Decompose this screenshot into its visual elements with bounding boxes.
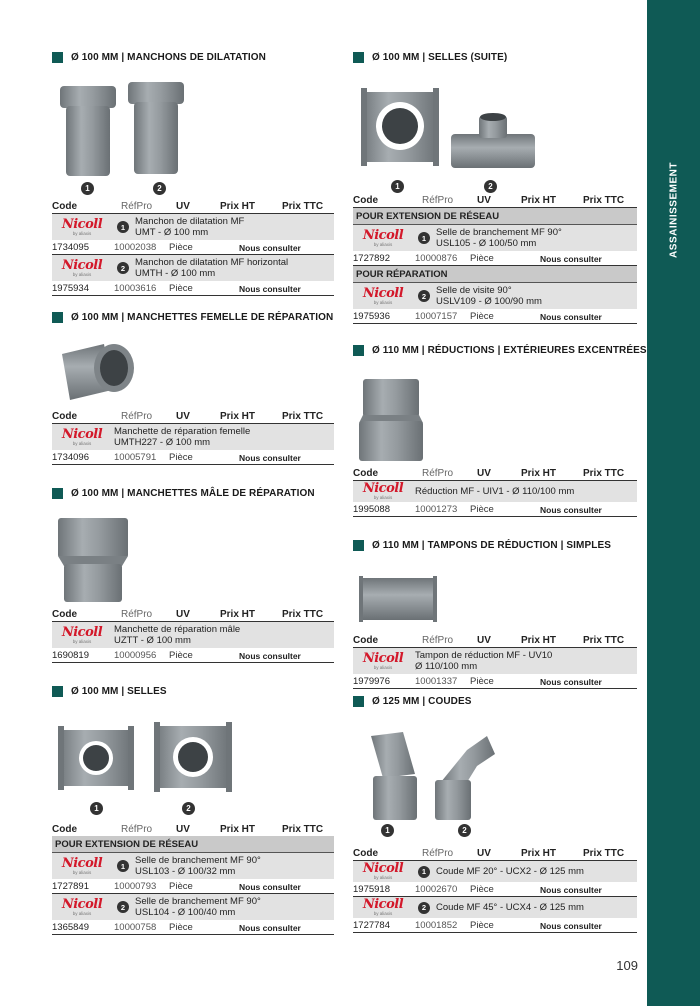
product-description: Coude MF 45° - UCX4 - Ø 125 mm: [436, 902, 584, 913]
nicoll-logo: Nicoll by aliaxis: [61, 624, 103, 644]
table-row: 1734095 10002038 Pièce Nous consulter: [52, 241, 334, 255]
number-badge: 1: [391, 180, 404, 193]
number-badge: 1: [81, 182, 94, 195]
table-header: Code RéfPro UV Prix HT Prix TTC: [353, 634, 637, 648]
manchette-femelle-image: [56, 340, 138, 406]
table-row: 1727784 10001852 Pièce Nous consulter: [353, 919, 637, 933]
section-square-icon: [52, 312, 63, 323]
side-label: ASSAINISSEMENT: [668, 162, 680, 258]
table-row: 1727892 10000876 Pièce Nous consulter: [353, 252, 637, 266]
nicoll-logo: Nicoll by aliaxis: [61, 896, 103, 916]
nicoll-logo: Nicoll by aliaxis: [362, 650, 404, 670]
number-badge: 2: [117, 262, 129, 274]
section-square-icon: [52, 686, 63, 697]
table-row: 1365849 10000758 Pièce Nous consulter: [52, 921, 334, 935]
number-badge: 2: [182, 802, 195, 815]
nicoll-logo: Nicoll by aliaxis: [61, 216, 103, 236]
product-description: Selle de branchement MF 90° USL105 - Ø 100/50 mm: [436, 227, 562, 249]
section-title: Ø 100 MM | SELLES (SUITE): [353, 50, 637, 64]
nicoll-logo: Nicoll by aliaxis: [362, 481, 404, 500]
table-row: 1734096 10005791 Pièce Nous consulter: [52, 451, 334, 465]
nicoll-logo: Nicoll by aliaxis: [61, 257, 103, 277]
product-description: Selle de visite 90° USLV109 - Ø 100/90 mm: [436, 285, 542, 307]
nicoll-logo: Nicoll by aliaxis: [362, 285, 404, 305]
product-description: Selle de branchement MF 90° USL104 - Ø 100/40 mm: [135, 896, 261, 918]
number-badge: 2: [458, 824, 471, 837]
product-description: Tampon de réduction MF - UV10 Ø 110/100 mm: [415, 650, 553, 672]
section-title: Ø 100 MM | MANCHETTES FEMELLE DE RÉPARATION: [52, 310, 334, 324]
section-title: Ø 100 MM | MANCHONS DE DILATATION: [52, 50, 334, 64]
selle-suite-image: [359, 88, 539, 170]
product-images: [353, 357, 637, 465]
product-images: [52, 500, 334, 608]
product-row: [353, 283, 637, 310]
number-badge: 1: [381, 824, 394, 837]
table-header: Code RéfPro UV Prix HT Prix TTC: [353, 194, 637, 208]
product-row: [353, 225, 637, 252]
number-badge: 1: [418, 232, 430, 244]
selle-image: [56, 722, 236, 794]
table-row: 1690819 10000956 Pièce Nous consulter: [52, 649, 334, 663]
table-header: Code RéfPro UV Prix HT Prix TTC: [52, 410, 334, 424]
nicoll-logo: Nicoll by aliaxis: [362, 861, 404, 880]
section-manchettes-femelle: [52, 310, 334, 465]
section-selles-suite: [353, 50, 637, 324]
section-title: Ø 125 MM | COUDES: [353, 694, 637, 708]
side-band: [647, 0, 700, 1006]
table-header: Code RéfPro UV Prix HT Prix TTC: [353, 467, 637, 481]
product-description: Manchon de dilatation MF horizontal UMTH - Ø 100 mm: [135, 257, 289, 279]
product-description: Coude MF 20° - UCX2 - Ø 125 mm: [436, 866, 584, 877]
table-header: Code RéfPro UV Prix HT Prix TTC: [353, 847, 637, 861]
product-row: [52, 853, 334, 880]
product-row: [353, 481, 637, 503]
number-badge: 2: [418, 902, 430, 914]
product-description: Manchon de dilatation MF UMT - Ø 100 mm: [135, 216, 245, 238]
product-row: [52, 894, 334, 921]
product-images: [353, 552, 637, 632]
product-images: [52, 324, 334, 410]
section-manchettes-male: [52, 486, 334, 663]
product-description: Réduction MF - UIV1 - Ø 110/100 mm: [415, 486, 575, 497]
reduction-image: [357, 377, 427, 463]
coude-image: [357, 730, 497, 822]
section-title: Ø 100 MM | SELLES: [52, 684, 334, 698]
section-square-icon: [353, 540, 364, 551]
section-square-icon: [353, 696, 364, 707]
table-row: 1727891 10000793 Pièce Nous consulter: [52, 880, 334, 894]
number-badge: 2: [484, 180, 497, 193]
product-row: [52, 214, 334, 241]
product-row: [52, 424, 334, 451]
section-square-icon: [353, 345, 364, 356]
product-description: Manchette de réparation femelle UMTH227 - Ø 100 mm: [114, 426, 251, 448]
category-band: POUR EXTENSION DE RÉSEAU: [52, 836, 334, 853]
category-band: POUR RÉPARATION: [353, 266, 637, 283]
product-images: [52, 64, 334, 200]
number-badge: 1: [117, 221, 129, 233]
category-band: POUR EXTENSION DE RÉSEAU: [353, 208, 637, 225]
nicoll-logo: Nicoll by aliaxis: [362, 227, 404, 247]
section-square-icon: [52, 52, 63, 63]
number-badge: 1: [418, 866, 430, 878]
page-number: 109: [616, 958, 638, 973]
tampon-image: [357, 574, 441, 624]
product-images: [52, 698, 334, 822]
product-images: [353, 64, 637, 191]
table-row: 1995088 10001273 Pièce Nous consulter: [353, 503, 637, 517]
section-tampons: [353, 538, 637, 689]
number-badge: 1: [117, 860, 129, 872]
product-description: Selle de branchement MF 90° USL103 - Ø 100/32 mm: [135, 855, 261, 877]
product-row: [353, 897, 637, 919]
product-row: [52, 622, 334, 649]
table-row: 1975936 10007157 Pièce Nous consulter: [353, 310, 637, 324]
product-row: [353, 861, 637, 883]
number-badge: 2: [117, 901, 129, 913]
product-row: [52, 255, 334, 282]
product-images: [353, 708, 637, 846]
section-square-icon: [52, 488, 63, 499]
table-header: Code RéfPro UV Prix HT Prix TTC: [52, 608, 334, 622]
nicoll-logo: Nicoll by aliaxis: [61, 426, 103, 446]
table-header: Code RéfPro UV Prix HT Prix TTC: [52, 200, 334, 214]
product-description: Manchette de réparation mâle UZTT - Ø 100 mm: [114, 624, 241, 646]
section-coudes: [353, 694, 637, 933]
section-title: Ø 110 MM | TAMPONS DE RÉDUCTION | SIMPLES: [353, 538, 637, 552]
table-row: 1975918 10002670 Pièce Nous consulter: [353, 883, 637, 897]
table-row: 1979976 10001337 Pièce Nous consulter: [353, 675, 637, 689]
section-reductions: [353, 343, 647, 517]
nicoll-logo: Nicoll by aliaxis: [61, 855, 103, 875]
section-square-icon: [353, 52, 364, 63]
section-selles: [52, 684, 334, 935]
section-title: Ø 110 MM | RÉDUCTIONS | EXTÉRIEURES EXCENTRÉES: [353, 343, 637, 357]
table-header: Code RéfPro UV Prix HT Prix TTC: [52, 823, 324, 835]
nicoll-logo: Nicoll by aliaxis: [362, 897, 404, 916]
table-row: 1975934 10003616 Pièce Nous consulter: [52, 282, 334, 296]
number-badge: 2: [153, 182, 166, 195]
section-manchons: [52, 50, 334, 296]
product-row: [353, 648, 637, 675]
number-badge: 1: [90, 802, 103, 815]
manchon-pipe-image: [54, 80, 184, 178]
manchette-male-image: [56, 516, 136, 604]
section-title: Ø 100 MM | MANCHETTES MÂLE DE RÉPARATION: [52, 486, 334, 500]
number-badge: 2: [418, 290, 430, 302]
